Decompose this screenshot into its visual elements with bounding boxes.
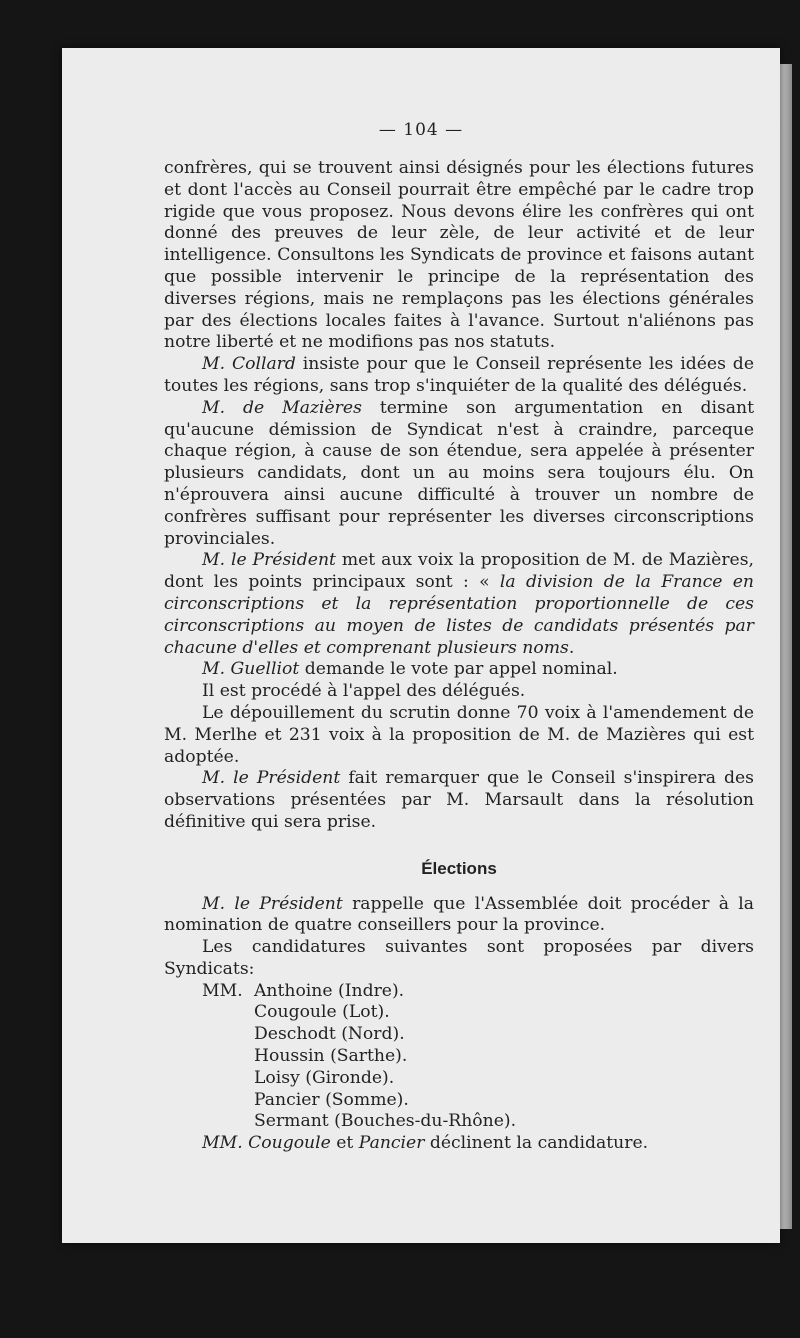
candidates-label: MM. [202, 980, 243, 1001]
paragraph-2-text: insiste pour que le Conseil représente les idées de toutes les régions, sans trop s'inquiéter de la qualité des délégués. [164, 354, 754, 396]
declining-name-2: Pancier [358, 1133, 425, 1154]
mm-prefix: MM. [202, 1133, 249, 1154]
paragraph-3 [164, 398, 754, 551]
candidate-row: Cougoule (Lot). [254, 1002, 390, 1023]
section-heading: Élections [421, 858, 497, 878]
candidate-row [164, 981, 754, 1003]
speaker-name: M. le Président [202, 550, 336, 571]
paragraph-2 [164, 354, 754, 398]
speaker-name: M. Guelliot [202, 659, 300, 680]
page-text [164, 158, 754, 1155]
paragraph-4-text: met aux voix la proposition de M. de Mazières, dont les points principaux sont : « [164, 550, 755, 593]
book-page [62, 48, 780, 1243]
paragraph-10: Les candidatures suivantes sont proposées par divers Syndicats: [164, 937, 754, 979]
page-number: — 104 — [378, 120, 464, 140]
paragraph-11-text: déclinent la candidature. [424, 1133, 649, 1154]
paragraph-7: Le dépouillement du scrutin donne 70 voix à l'amendement de M. Merlhe et 231 voix à la proposition de M. de Mazières qui est adoptée. [164, 702, 754, 767]
paragraph-9 [164, 894, 754, 938]
paragraph-9-text: rappelle que l'Assemblée doit procéder à la nomination de quatre conseillers pour la province. [164, 893, 755, 936]
candidate: Anthoine (Indre). [254, 980, 405, 1001]
paragraph-4-end: . [568, 637, 575, 658]
paragraph-4 [164, 550, 754, 659]
speaker-name: M. Collard [202, 354, 296, 375]
candidate-row: Sermant (Bouches-du-Rhône). [254, 1111, 517, 1132]
paragraph-8 [164, 768, 754, 833]
speaker-name: M. de Mazières [202, 397, 362, 418]
paragraph-6: Il est procédé à l'appel des délégués. [202, 681, 526, 702]
speaker-name: M. le Président [202, 893, 343, 914]
conjunction: et [330, 1133, 359, 1154]
candidate-row: Deschodt (Nord). [254, 1024, 405, 1045]
candidate-row: Houssin (Sarthe). [254, 1046, 408, 1067]
paragraph-3-text: termine son argumentation en disant qu'aucune démission de Syndicat n'est à craindre, parceque chaque région, à cause de son étendue, sera appelée à présenter plusieurs candidats, dont un au moins sera toujours élu. On n'éprouvera ainsi aucune difficulté à trouver un nombre de confrères suffisant pour représenter les diverses circonscriptions provinciales. [164, 397, 755, 549]
paragraph-11 [164, 1133, 754, 1155]
proposition-quote: la division de la France en circonscriptions et la représentation proportionnelle de ces circonscriptions au moyen de listes de candidats présentés par chacune d'elles et comprenant plusieurs noms [164, 572, 755, 658]
candidate-row: Loisy (Gironde). [254, 1067, 395, 1088]
paragraph-5 [164, 659, 754, 681]
paragraph-5-text: demande le vote par appel nominal. [299, 659, 618, 680]
candidate-row: Pancier (Somme). [254, 1089, 409, 1110]
paragraph-1: confrères, qui se trouvent ainsi désignés pour les élections futures et dont l'accès au Conseil pourrait être empêché par le cadre trop rigide que vous proposez. Nous devons élire les confrères qui ont donné des preuves de leur zèle, de leur activité et de leur intelligence. Consultons les Syndicats de province et faisons autant que possible intervenir le principe de la représentation des diverses régions, mais ne remplaçons pas les élections générales par des élections locales faites à l'avance. Surtout n'aliénons pas notre liberté et ne modifions pas nos statuts. [164, 158, 754, 353]
declining-name-1: Cougoule [248, 1133, 331, 1154]
speaker-name: M. le Président [202, 768, 341, 789]
paragraph-8-text: fait remarquer que le Conseil s'inspirera des observations présentées par M. Marsault dans la résolution définitive qui sera prise. [164, 768, 755, 832]
